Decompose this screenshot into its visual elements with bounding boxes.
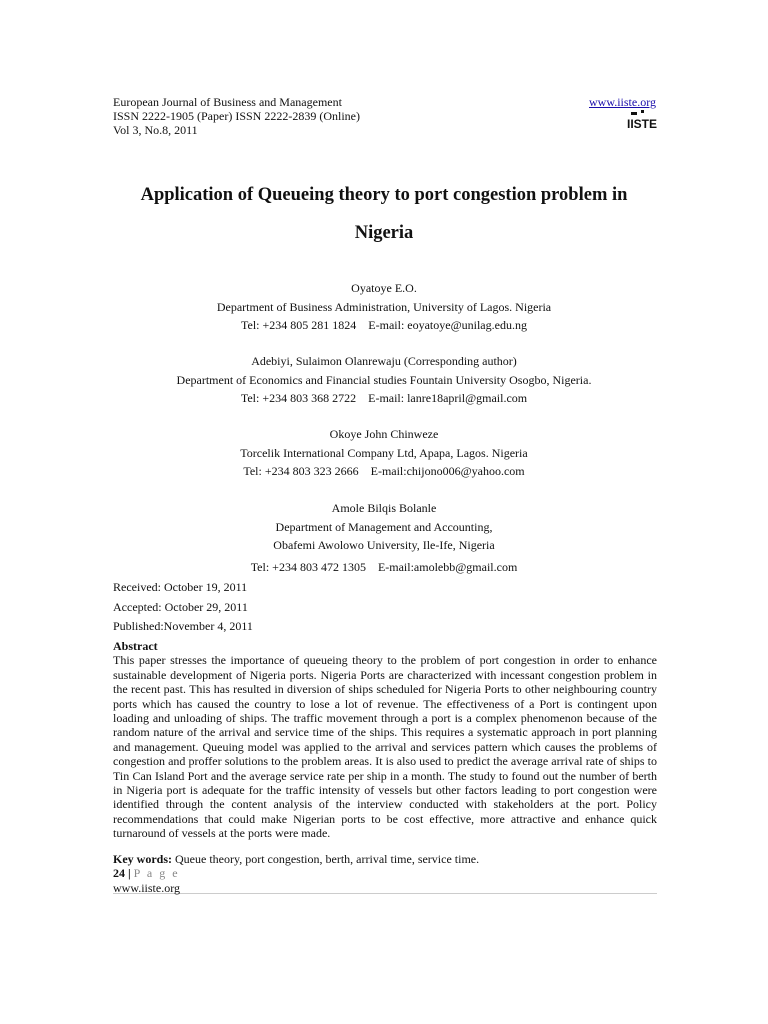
journal-volume: Vol 3, No.8, 2011 xyxy=(113,123,198,137)
author-name: Okoye John Chinweze xyxy=(329,427,439,441)
keywords-text: Queue theory, port congestion, berth, arrival time, service time. xyxy=(172,852,480,866)
page-word: P a g e xyxy=(133,866,180,880)
journal-header xyxy=(113,95,360,137)
author-contact: Tel: +234 803 323 2666 E-mail:chijono006@yahoo.com xyxy=(243,464,525,478)
published-date: Published:November 4, 2011 xyxy=(113,619,253,633)
journal-name: European Journal of Business and Management xyxy=(113,95,342,109)
page-number-line xyxy=(113,866,180,881)
abstract-text: This paper stresses the importance of queueing theory to the problem of port congestion in order to enhance sustainable development of Nigeria ports. Nigeria Ports are characterized with incessant congestion problem in the recent past. This has resulted in diversion of ships scheduled for Nigeria Ports to other neighbouring country ports which has caused the country to lose a lot of revenue. The effectiveness of a Port is contingent upon loading and unloading of ships. The traffic movement through a port is a complex phenomenon because of the random nature of the arrival and service time of the ships. This requires a systematic approach in port planning and management. Queuing model was applied to the arrival and services pattern which causes the problems of congestion and proffer solutions to the problem areas. It is also used to predict the average arrival rate of ships to Tin Can Island Port and the average service rate per ship in a month. The study to found out the number of berth in Nigeria port is adequate for the traffic intensity of vessels but other factors leading to port congestion were identified through the content analysis of the interview conducted with stakeholders at the port. Policy recommendations that could make Nigerian ports to be cost effective, more attractive and enhance quick turnaround of vessels at the ports were made. xyxy=(113,653,657,841)
author-name: Adebiyi, Sulaimon Olanrewaju (Corresponding author) xyxy=(251,354,517,368)
accepted-date: Accepted: October 29, 2011 xyxy=(113,599,248,614)
header-website-block xyxy=(589,95,656,109)
iiste-logo xyxy=(626,110,658,132)
keywords xyxy=(113,852,657,867)
author-contact-4 xyxy=(100,558,668,577)
author-affiliation: Torcelik International Company Ltd, Apapa, Lagos. Nigeria xyxy=(240,445,528,460)
author-block-2 xyxy=(100,352,668,408)
author-affiliation: Obafemi Awolowo University, Ile-Ife, Nigeria xyxy=(273,538,495,552)
paper-title-line-2: Nigeria xyxy=(354,223,414,243)
author-affiliation: Department of Management and Accounting, xyxy=(275,519,493,534)
author-block-1 xyxy=(100,279,668,335)
author-name: Oyatoye E.O. xyxy=(351,281,417,295)
page-separator: | xyxy=(125,866,134,880)
paper-title-line-1: Application of Queueing theory to port congestion problem in xyxy=(140,185,628,205)
footer-website[interactable]: www.iiste.org xyxy=(113,881,180,895)
author-affiliation: Department of Economics and Financial studies Fountain University Osogbo, Nigeria. xyxy=(176,372,592,387)
author-contact: Tel: +234 805 281 1824 E-mail: eoyatoye@unilag.edu.ng xyxy=(241,318,527,332)
author-block-4 xyxy=(100,499,668,555)
author-contact: Tel: +234 803 368 2722 E-mail: lanre18april@gmail.com xyxy=(240,391,528,405)
author-contact: Tel: +234 803 472 1305 E-mail:amolebb@gmail.com xyxy=(250,560,518,574)
received-date: Received: October 19, 2011 xyxy=(113,580,248,594)
footer-divider xyxy=(113,893,657,894)
paper-title xyxy=(100,176,668,252)
author-affiliation: Department of Business Administration, University of Lagos. Nigeria xyxy=(216,299,552,314)
abstract-heading: Abstract xyxy=(113,639,158,653)
journal-issn: ISSN 2222-1905 (Paper) ISSN 2222-2839 (Online) xyxy=(113,109,360,123)
keywords-label: Key words: xyxy=(113,852,172,866)
page-number: 24 xyxy=(113,866,125,880)
svg-text:IISTE: IISTE xyxy=(626,117,658,131)
author-name: Amole Bilqis Bolanle xyxy=(331,501,437,515)
page-footer xyxy=(113,866,180,896)
publication-dates xyxy=(113,578,253,637)
abstract-section xyxy=(113,639,657,841)
header-website-link[interactable]: www.iiste.org xyxy=(589,95,656,109)
author-block-3 xyxy=(100,425,668,481)
